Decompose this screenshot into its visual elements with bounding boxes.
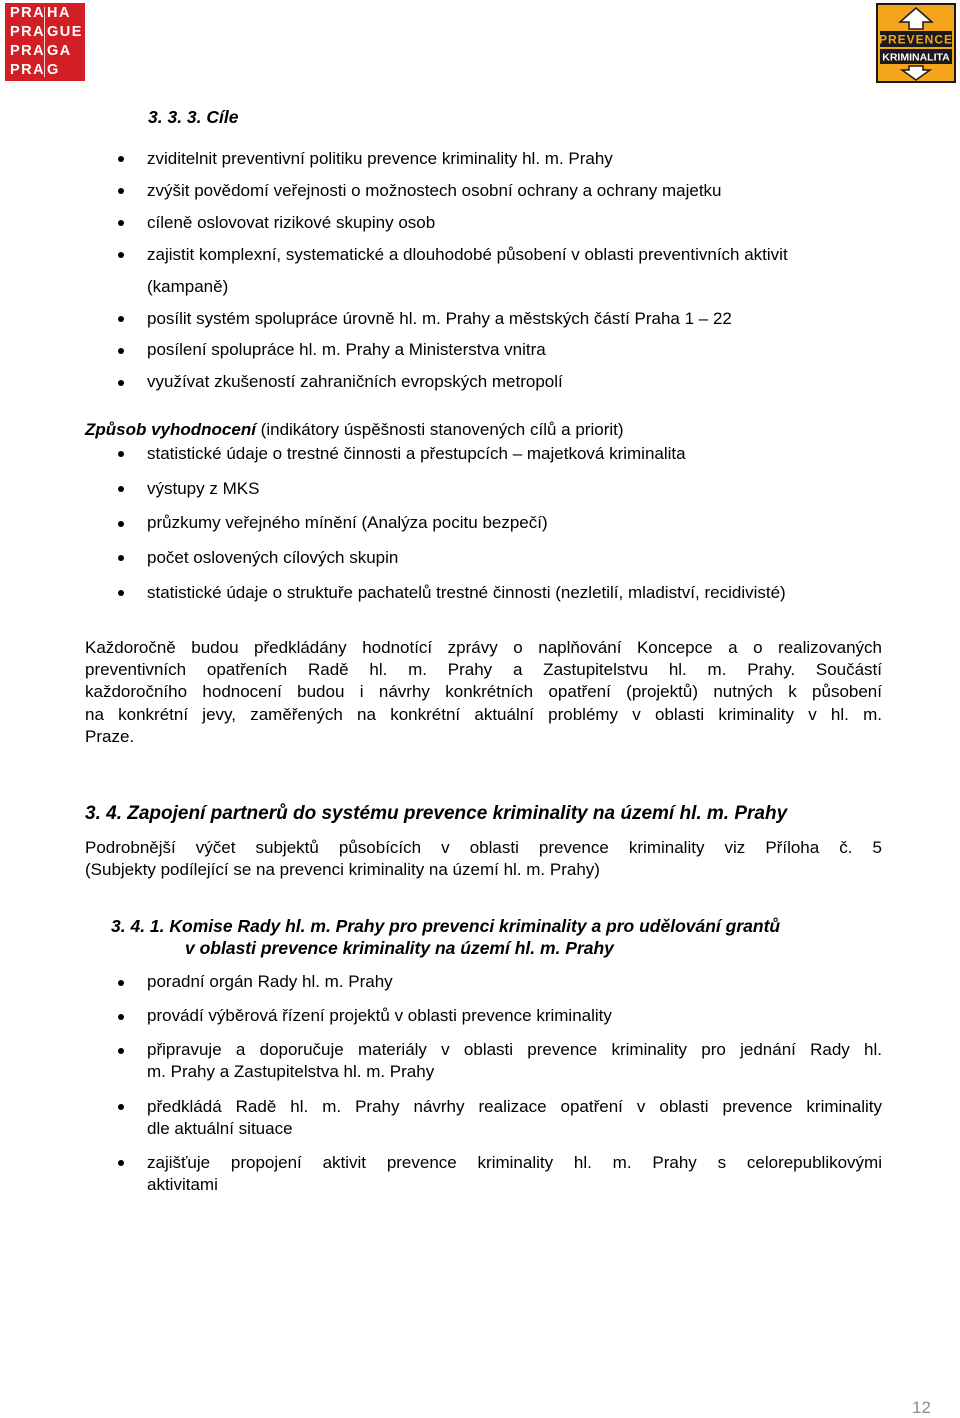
goal-item: posílit systém spolupráce úrovně hl. m. Prahy a městských částí Praha 1 – 22 [147,309,732,328]
goal-item: zviditelnit preventivní politiku prevence kriminality hl. m. Prahy [147,149,613,168]
logo-row: PRA HA [10,5,71,21]
evaluation-item: počet oslovených cílových skupin [147,548,399,567]
evaluation-item: výstupy z MKS [147,479,260,498]
section-heading-commission-line2: v oblasti prevence kriminality na území hl. m. Prahy [185,938,614,958]
bullet-icon [118,1160,124,1166]
goal-item: posílení spolupráce hl. m. Prahy a Ministerstva vnitra [147,340,546,359]
bullet-icon [118,486,124,492]
bullet-icon [118,252,124,258]
partners-paragraph-line: (Subjekty podílející se na prevenci kriminality na území hl. m. Prahy) [85,860,600,879]
page-number: 12 [912,1398,931,1417]
annual-paragraph-line: každoročního hodnocení budou i návrhy konkrétních opatření (projektů) nutných k působení [85,682,882,701]
bullet-icon [118,1104,124,1110]
bullet-icon [118,521,124,527]
annual-paragraph-line: Každoročně budou předkládány hodnotící zprávy o naplňování Koncepce a o realizovaných [85,638,882,657]
logo-text-prevence: PREVENCE [878,32,954,47]
bullet-icon [118,1048,124,1054]
commission-item-continuation: dle aktuální situace [147,1119,293,1138]
evaluation-item: statistické údaje o trestné činnosti a přestupcích – majetková kriminalita [147,444,686,463]
logo-text-kriminalita: KRIMINALITA [882,51,950,64]
annual-paragraph-line: na konkrétní jevy, zaměřených na konkrétní aktuální problémy v oblasti kriminality v hl. m. [85,705,882,724]
evaluation-item: statistické údaje o struktuře pachatelů trestné činnosti (nezletilí, mladiství, recidivisté) [147,583,786,602]
section-heading-goals: 3. 3. 3. Cíle [148,107,239,127]
bullet-icon [118,1014,124,1020]
goal-item: využívat zkušeností zahraničních evropských metropolí [147,372,563,391]
commission-item: zajišťuje propojení aktivit prevence kriminality hl. m. Prahy s celorepublikovými [147,1153,882,1172]
praha-logo [5,3,85,81]
section-heading-commission: 3. 4. 1. Komise Rady hl. m. Prahy pro prevenci kriminality a pro udělování grantů [111,916,781,936]
commission-item-continuation: m. Prahy a Zastupitelstva hl. m. Prahy [147,1062,435,1081]
bullet-icon [118,451,124,457]
bullet-icon [118,590,124,596]
prevence-kriminality-logo [876,3,956,83]
commission-item: připravuje a doporučuje materiály v oblasti prevence kriminality pro jednání Rady hl. [147,1040,882,1059]
logo-row: PRA GA [10,43,72,59]
commission-item: předkládá Radě hl. m. Prahy návrhy realizace opatření v oblasti prevence kriminality [147,1097,882,1116]
annual-paragraph-line: Praze. [85,727,135,746]
bullet-icon [118,980,124,986]
goal-item: zvýšit povědomí veřejnosti o možnostech osobní ochrany a ochrany majetku [147,181,722,200]
partners-paragraph-line: Podrobnější výčet subjektů působících v oblasti prevence kriminality viz Příloha č. 5 [85,838,882,857]
commission-item: poradní orgán Rady hl. m. Prahy [147,972,393,991]
evaluation-label-rest: (indikátory úspěšnosti stanovených cílů a priorit) [255,420,624,439]
commission-item-continuation: aktivitami [147,1175,218,1194]
bullet-icon [118,316,124,322]
prevence-arrows-icon [878,5,954,81]
section-heading-partners: 3. 4. Zapojení partnerů do systému prevence kriminality na území hl. m. Prahy [85,803,788,824]
goal-item: cíleně oslovovat rizikové skupiny osob [147,213,436,232]
evaluation-label [85,420,624,440]
logo-row: PRA G [10,62,60,78]
bullet-icon [118,156,124,162]
annual-paragraph-line: preventivních opatřeních Radě hl. m. Prahy a Zastupitelstvu hl. m. Prahy. Součástí [85,660,882,679]
goal-item: zajistit komplexní, systematické a dlouhodobé působení v oblasti preventivních aktivit [147,245,788,264]
bullet-icon [118,555,124,561]
commission-item: provádí výběrová řízení projektů v oblasti prevence kriminality [147,1006,612,1025]
evaluation-label-bold: Způsob vyhodnocení [85,420,256,439]
bullet-icon [118,348,124,354]
bullet-icon [118,380,124,386]
evaluation-item: průzkumy veřejného mínění (Analýza pocitu bezpečí) [147,513,548,532]
bullet-icon [118,188,124,194]
bullet-icon [118,220,124,226]
goal-item-continuation: (kampaně) [147,277,229,296]
logo-row: PRA GUE [10,24,83,40]
